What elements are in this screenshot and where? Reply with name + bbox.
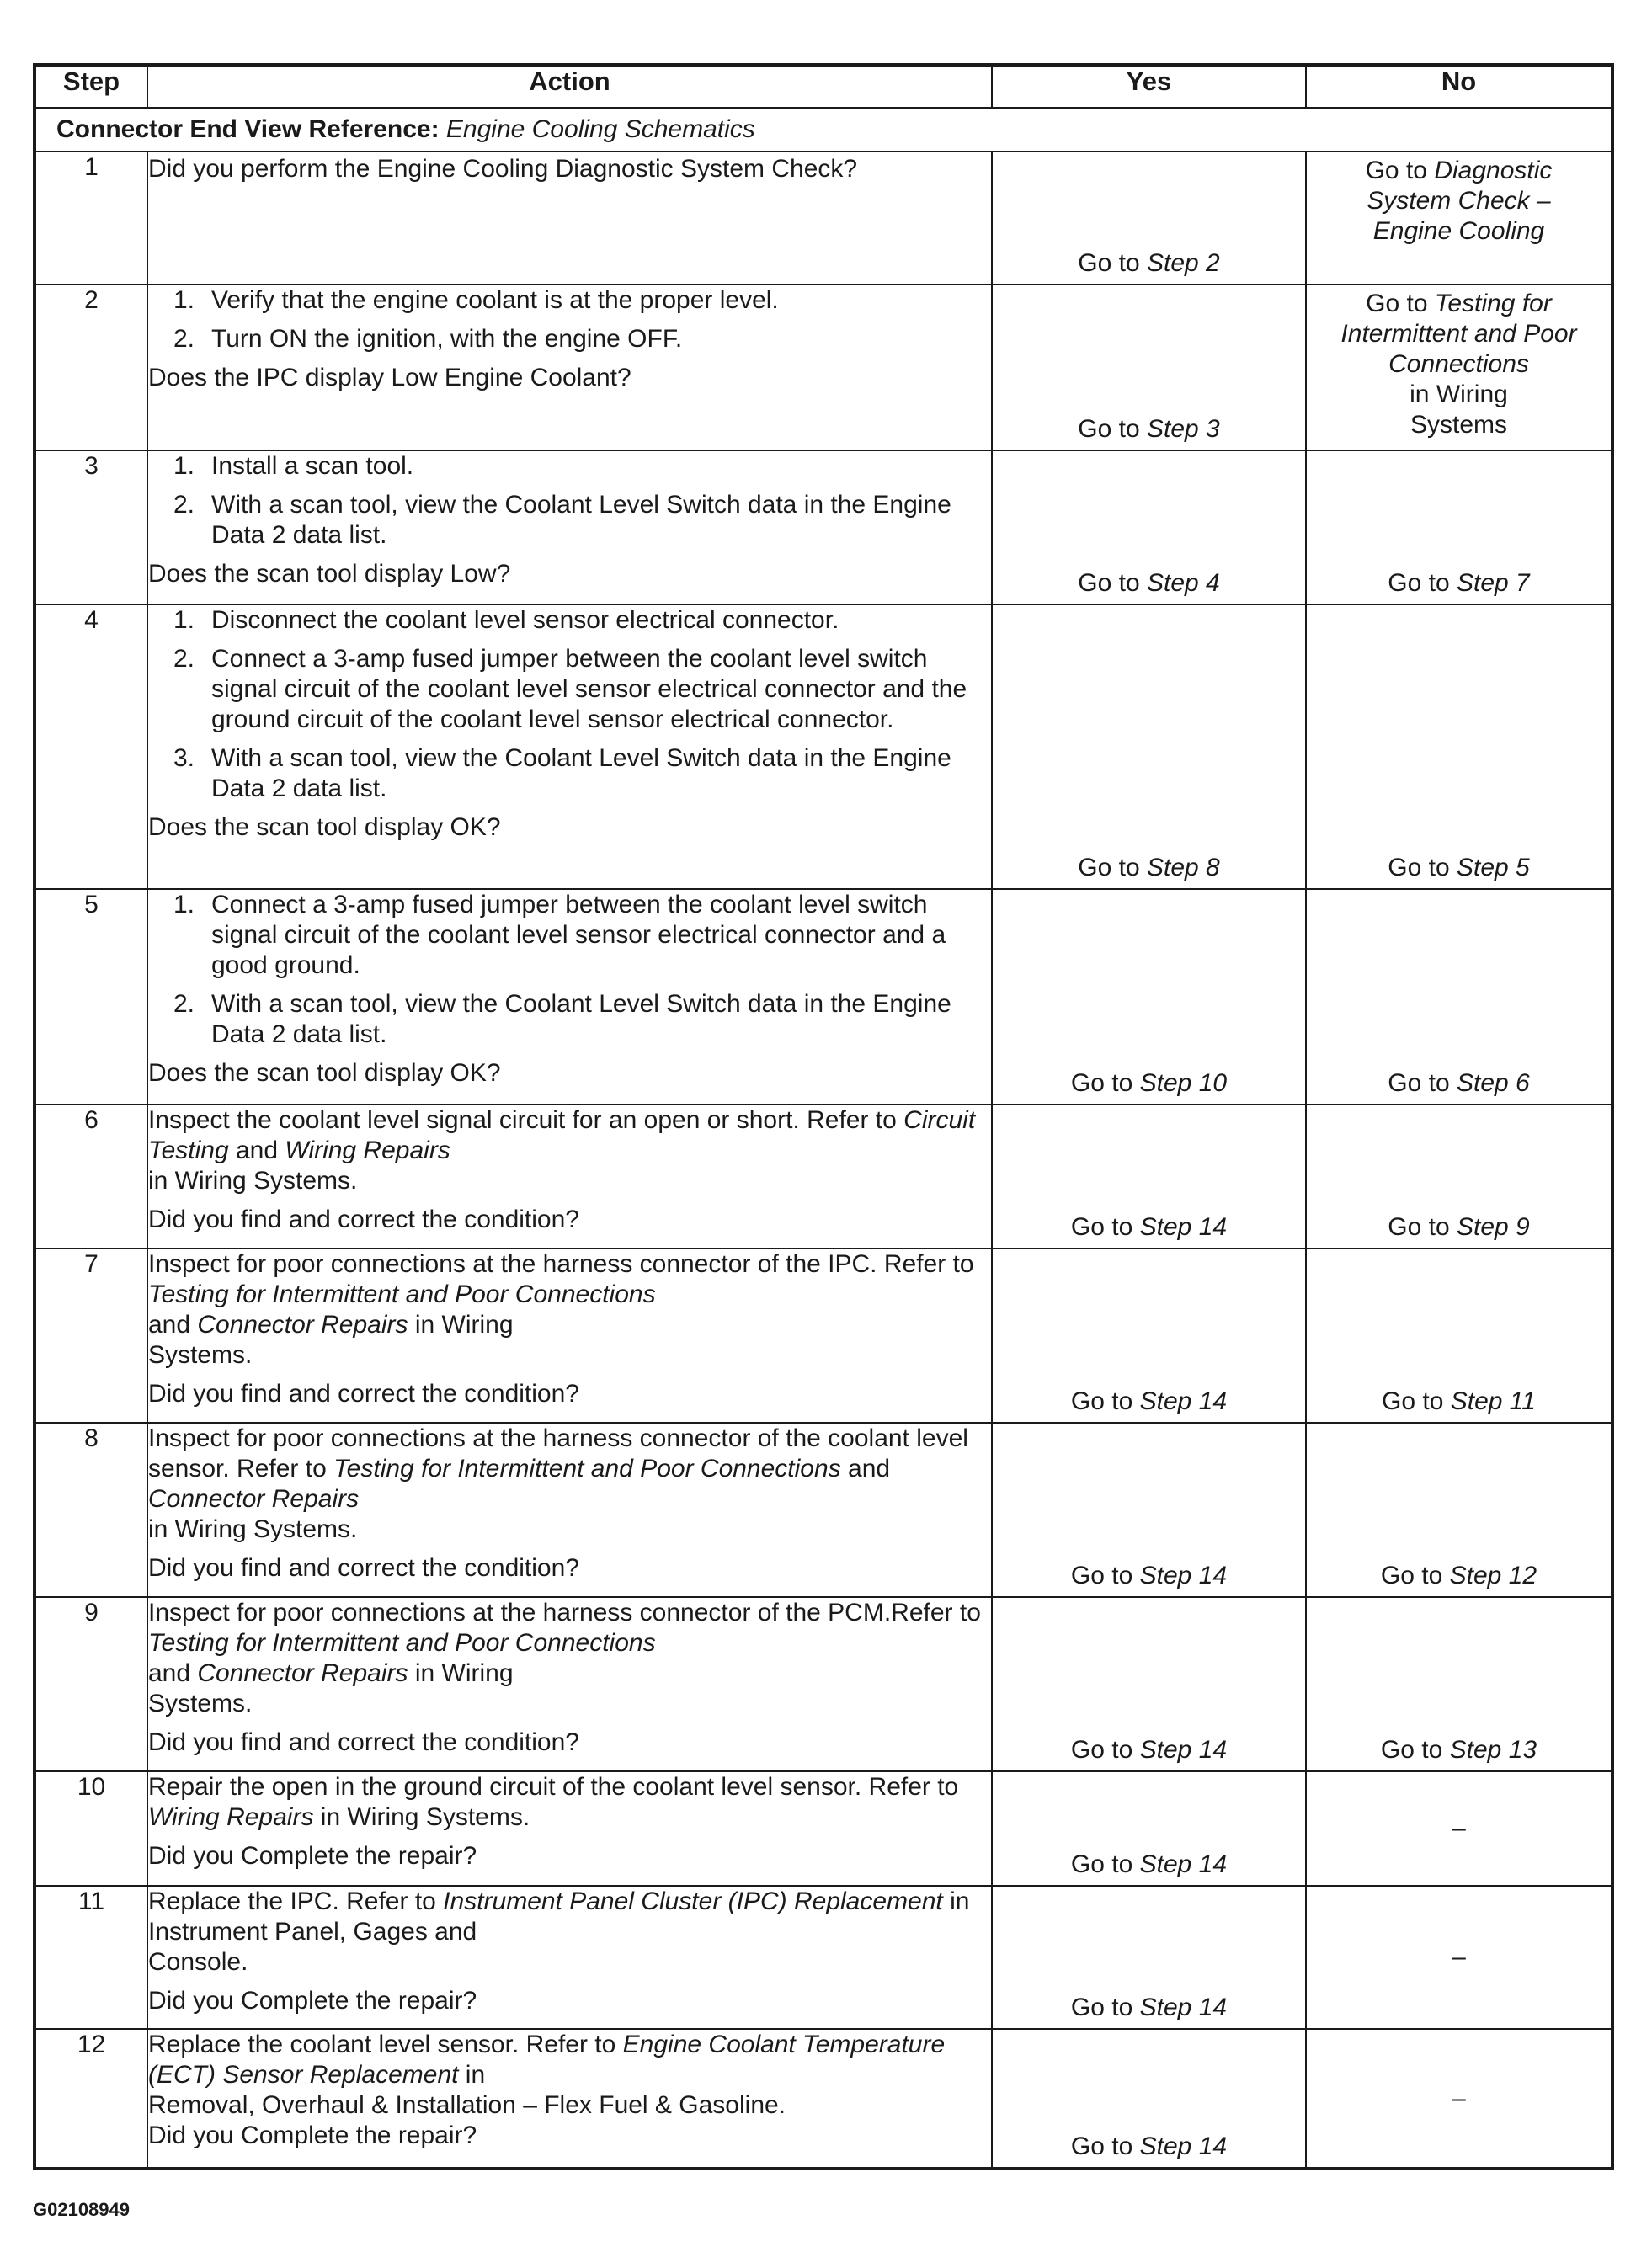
- yes-result: [993, 1993, 1305, 2023]
- step-number: 12: [35, 2029, 147, 2169]
- yes-goto: Go to Step 14: [1070, 1736, 1228, 1764]
- yes-goto: Go to Step 14: [1070, 1213, 1228, 1241]
- table-row: [35, 604, 1612, 889]
- yes-cell: [992, 2029, 1306, 2169]
- no-result-line: Systems: [1410, 411, 1508, 439]
- no-cell: [1306, 604, 1612, 889]
- step-number: 10: [35, 1771, 147, 1886]
- step-number: 4: [35, 604, 147, 889]
- no-result-ref: Diagnostic: [1434, 157, 1553, 184]
- action-list-item: 1. Disconnect the coolant level sensor electrical connector.: [173, 606, 839, 634]
- item-number: 2.: [173, 325, 195, 353]
- no-cell: [1306, 889, 1612, 1105]
- action-list-item: 1. Verify that the engine coolant is at the proper level.: [173, 286, 779, 314]
- action-question: Did you find and correct the condition?: [148, 1554, 579, 1582]
- no-goto: Go to Step 5: [1388, 854, 1530, 881]
- yes-cell: [992, 285, 1306, 450]
- reference-link: Testing for Intermittent and Poor Connections: [148, 1280, 656, 1308]
- reference-link: Connector Repairs: [148, 1485, 360, 1513]
- no-result-ref: Intermittent and Poor: [1340, 320, 1577, 348]
- no-goto-step: Step 7: [1456, 569, 1530, 597]
- yes-goto-step: Step 14: [1139, 2132, 1228, 2160]
- no-dash: –: [1452, 1943, 1466, 1971]
- no-result-ref: System Check –: [1367, 187, 1551, 215]
- item-number: 2.: [173, 990, 195, 1018]
- table-row: [35, 1248, 1612, 1423]
- table-body: [35, 108, 1612, 2169]
- figure-id: G02108949: [33, 2199, 130, 2220]
- yes-goto-step: Step 10: [1139, 1069, 1228, 1097]
- reference-link: Instrument Panel Cluster (IPC) Replacement: [443, 1887, 943, 1915]
- action-question: Does the scan tool display OK?: [148, 1059, 501, 1087]
- no-result: [1307, 285, 1611, 440]
- no-result-line: [1307, 216, 1611, 247]
- action-text: Inspect for poor connections at the harness connector of the PCM.Refer to Testing for Intermittent and Poor Connections and Connector Repairs in Wiring Systems.: [148, 1599, 981, 1717]
- action-list-item: 1. Install a scan tool.: [173, 452, 414, 480]
- yes-goto-step: Step 14: [1139, 1994, 1228, 2021]
- yes-result: [993, 1387, 1305, 1417]
- no-goto-step: Step 11: [1450, 1387, 1536, 1415]
- reference-row: [35, 108, 1612, 152]
- yes-goto-step: Step 3: [1146, 415, 1220, 443]
- action-question: Did you perform the Engine Cooling Diagnostic System Check?: [148, 155, 858, 183]
- yes-cell: [992, 1423, 1306, 1597]
- yes-goto: Go to Step 10: [1070, 1069, 1228, 1097]
- yes-goto-step: Step 14: [1139, 1562, 1228, 1589]
- diagnostic-table: [33, 63, 1614, 2170]
- no-goto-step: Step 12: [1449, 1562, 1537, 1589]
- no-result: [1307, 1561, 1611, 1591]
- no-result-ref: Engine Cooling: [1372, 217, 1545, 245]
- action-list: [148, 890, 991, 1050]
- action-cell: [147, 1105, 992, 1248]
- yes-goto: Go to Step 14: [1070, 1994, 1228, 2021]
- action-cell: [147, 1771, 992, 1886]
- no-cell: [1306, 152, 1612, 285]
- no-cell: [1306, 1886, 1612, 2029]
- action-list: [148, 285, 991, 354]
- no-result-line: Go to Testing for: [1366, 290, 1552, 317]
- no-result: [1307, 568, 1611, 599]
- no-cell: [1306, 285, 1612, 450]
- no-result: [1307, 1735, 1611, 1765]
- no-goto: Go to Step 13: [1380, 1736, 1537, 1764]
- table-row: [35, 450, 1612, 604]
- step-number: 9: [35, 1597, 147, 1771]
- no-cell: [1306, 2029, 1612, 2169]
- reference-link: Wiring Repairs: [285, 1137, 450, 1164]
- action-list: [148, 605, 991, 804]
- header-action: Action: [147, 65, 992, 108]
- yes-cell: [992, 1886, 1306, 2029]
- step-number: 2: [35, 285, 147, 450]
- item-number: 1.: [173, 286, 195, 314]
- no-dash: –: [1452, 1814, 1466, 1842]
- yes-result: [993, 1561, 1305, 1591]
- action-list-item: 2. With a scan tool, view the Coolant Level Switch data in the Engine Data 2 data list.: [173, 990, 951, 1048]
- step-number: 11: [35, 1886, 147, 2029]
- yes-goto-step: Step 2: [1146, 249, 1220, 277]
- reference-link: Connector Repairs: [197, 1311, 408, 1339]
- action-question: Did you find and correct the condition?: [148, 1206, 579, 1233]
- no-result: [1307, 152, 1611, 247]
- item-number: 1.: [173, 891, 195, 918]
- action-cell: [147, 152, 992, 285]
- no-goto-step: Step 6: [1456, 1069, 1530, 1097]
- no-result: [1307, 1212, 1611, 1243]
- reference-link: Connector Repairs: [197, 1659, 408, 1687]
- no-goto: Go to Step 9: [1388, 1213, 1530, 1241]
- yes-goto: Go to Step 14: [1070, 1850, 1228, 1878]
- action-question: Does the scan tool display OK?: [148, 813, 501, 841]
- action-question: Does the IPC display Low Engine Coolant?: [148, 364, 631, 391]
- action-question: Did you Complete the repair?: [148, 1842, 477, 1870]
- step-number: 1: [35, 152, 147, 285]
- yes-result: [993, 1850, 1305, 1880]
- action-cell: [147, 1423, 992, 1597]
- header-step: Step: [35, 65, 147, 108]
- no-cell: [1306, 1597, 1612, 1771]
- no-result-line: [1307, 349, 1611, 380]
- yes-result: [993, 1068, 1305, 1099]
- no-result: [1307, 853, 1611, 883]
- yes-goto: Go to Step 3: [1078, 415, 1220, 443]
- step-number: 3: [35, 450, 147, 604]
- item-number: 2.: [173, 645, 195, 673]
- yes-result: [993, 248, 1305, 279]
- yes-cell: [992, 1248, 1306, 1423]
- no-result-line: [1307, 319, 1611, 349]
- yes-goto: Go to Step 8: [1078, 854, 1220, 881]
- action-list-item: 3. With a scan tool, view the Coolant Level Switch data in the Engine Data 2 data list.: [173, 744, 951, 802]
- action-text: Repair the open in the ground circuit of the coolant level sensor. Refer to Wiring Repairs in Wiring Systems.: [148, 1773, 959, 1831]
- yes-goto-step: Step 8: [1146, 854, 1220, 881]
- item-number: 1.: [173, 606, 195, 634]
- no-goto-step: Step 13: [1449, 1736, 1537, 1764]
- step-number: 6: [35, 1105, 147, 1248]
- action-cell: [147, 1248, 992, 1423]
- yes-goto-step: Step 14: [1139, 1387, 1228, 1415]
- yes-goto-step: Step 4: [1146, 569, 1220, 597]
- action-cell: [147, 604, 992, 889]
- table-row: [35, 285, 1612, 450]
- step-number: 7: [35, 1248, 147, 1423]
- yes-goto-step: Step 14: [1139, 1736, 1228, 1764]
- yes-cell: [992, 450, 1306, 604]
- yes-result: [993, 2132, 1305, 2162]
- no-result-ref: Connections: [1388, 350, 1529, 378]
- action-question: Did you Complete the repair?: [148, 2122, 477, 2149]
- reference-cell: [35, 108, 1612, 152]
- action-text: Inspect for poor connections at the harness connector of the IPC. Refer to Testing for Intermittent and Poor Connections and Connector Repairs in Wiring Systems.: [148, 1250, 974, 1369]
- no-dash: –: [1452, 2084, 1466, 2112]
- yes-goto-step: Step 14: [1139, 1213, 1228, 1241]
- action-cell: [147, 285, 992, 450]
- yes-cell: [992, 1597, 1306, 1771]
- table-row: [35, 1886, 1612, 2029]
- yes-cell: [992, 1771, 1306, 1886]
- action-question: Did you find and correct the condition?: [148, 1728, 579, 1756]
- action-list: [148, 451, 991, 551]
- no-cell: [1306, 1423, 1612, 1597]
- header-yes: Yes: [992, 65, 1306, 108]
- reference-link: Testing for Intermittent and Poor Connections: [333, 1455, 841, 1483]
- action-question: Did you find and correct the condition?: [148, 1380, 579, 1408]
- item-number: 2.: [173, 491, 195, 519]
- action-list-item: 2. Connect a 3-amp fused jumper between the coolant level switch signal circuit of the coolant level sensor electrical connector and the ground circuit of the coolant level sensor electrical connector.: [173, 645, 967, 733]
- reference-link: Circuit Testing: [148, 1106, 976, 1164]
- no-result-line: Go to Diagnostic: [1365, 157, 1553, 184]
- yes-cell: [992, 604, 1306, 889]
- action-list-item: 2. With a scan tool, view the Coolant Level Switch data in the Engine Data 2 data list.: [173, 491, 951, 549]
- action-list-item: 1. Connect a 3-amp fused jumper between the coolant level switch signal circuit of the coolant level sensor electrical connector and a good ground.: [173, 891, 946, 979]
- no-goto: Go to Step 7: [1388, 569, 1530, 597]
- yes-result: [993, 853, 1305, 883]
- action-cell: [147, 1886, 992, 2029]
- table-row: [35, 152, 1612, 285]
- no-goto-step: Step 5: [1456, 854, 1530, 881]
- yes-goto: Go to Step 2: [1078, 249, 1220, 277]
- no-result-line: [1307, 186, 1611, 216]
- no-goto: Go to Step 11: [1382, 1387, 1536, 1415]
- action-list-item: 2. Turn ON the ignition, with the engine OFF.: [173, 325, 683, 353]
- reference-value: Engine Cooling Schematics: [445, 115, 755, 143]
- step-number: 8: [35, 1423, 147, 1597]
- yes-goto: Go to Step 4: [1078, 569, 1220, 597]
- no-cell: [1306, 450, 1612, 604]
- action-text: Inspect the coolant level signal circuit for an open or short. Refer to Circuit Testing and Wiring Repairs in Wiring Systems.: [148, 1106, 976, 1195]
- action-text: Inspect for poor connections at the harness connector of the coolant level sensor. Refer to Testing for Intermittent and Poor Connections and Connector Repairs in Wiring Systems.: [148, 1424, 968, 1543]
- step-number: 5: [35, 889, 147, 1105]
- no-goto-step: Step 9: [1456, 1213, 1530, 1241]
- yes-cell: [992, 152, 1306, 285]
- action-text: Replace the coolant level sensor. Refer to Engine Coolant Temperature (ECT) Sensor Replacement in Removal, Overhaul & Installation – Flex Fuel & Gasoline.: [148, 2031, 946, 2119]
- action-cell: [147, 1597, 992, 1771]
- reference-link: Wiring Repairs: [148, 1803, 314, 1831]
- yes-result: [993, 414, 1305, 445]
- no-result-line: in Wiring: [1410, 381, 1508, 408]
- reference-link: Testing for Intermittent and Poor Connections: [148, 1629, 656, 1657]
- yes-cell: [992, 889, 1306, 1105]
- item-number: 1.: [173, 452, 195, 480]
- yes-cell: [992, 1105, 1306, 1248]
- no-cell: [1306, 1105, 1612, 1248]
- no-result-ref: Testing for: [1434, 290, 1552, 317]
- item-number: 3.: [173, 744, 195, 772]
- no-goto: Go to Step 6: [1388, 1069, 1530, 1097]
- no-goto: Go to Step 12: [1380, 1562, 1537, 1589]
- table-row: [35, 1423, 1612, 1597]
- action-cell: [147, 2029, 992, 2169]
- yes-goto: Go to Step 14: [1070, 1387, 1228, 1415]
- reference-link: Engine Coolant Temperature (ECT) Sensor Replacement: [148, 2031, 946, 2089]
- no-cell: [1306, 1771, 1612, 1886]
- table-row: [35, 1105, 1612, 1248]
- yes-result: [993, 1735, 1305, 1765]
- yes-result: [993, 568, 1305, 599]
- header-no: No: [1306, 65, 1612, 108]
- no-cell: [1306, 1248, 1612, 1423]
- no-result: [1307, 1387, 1611, 1417]
- yes-goto: Go to Step 14: [1070, 1562, 1228, 1589]
- action-cell: [147, 450, 992, 604]
- table-row: [35, 1597, 1612, 1771]
- table-row: [35, 889, 1612, 1105]
- yes-result: [993, 1212, 1305, 1243]
- header-row: [35, 65, 1612, 108]
- yes-goto: Go to Step 14: [1070, 2132, 1228, 2160]
- action-cell: [147, 889, 992, 1105]
- table-row: [35, 2029, 1612, 2169]
- yes-goto-step: Step 14: [1139, 1850, 1228, 1878]
- no-result: [1307, 1068, 1611, 1099]
- table-row: [35, 1771, 1612, 1886]
- reference-label: Connector End View Reference:: [56, 115, 440, 143]
- action-text: Replace the IPC. Refer to Instrument Panel Cluster (IPC) Replacement in Instrument Panel, Gages and Console.: [148, 1887, 970, 1976]
- action-question: Did you Complete the repair?: [148, 1987, 477, 2015]
- action-question: Does the scan tool display Low?: [148, 560, 511, 588]
